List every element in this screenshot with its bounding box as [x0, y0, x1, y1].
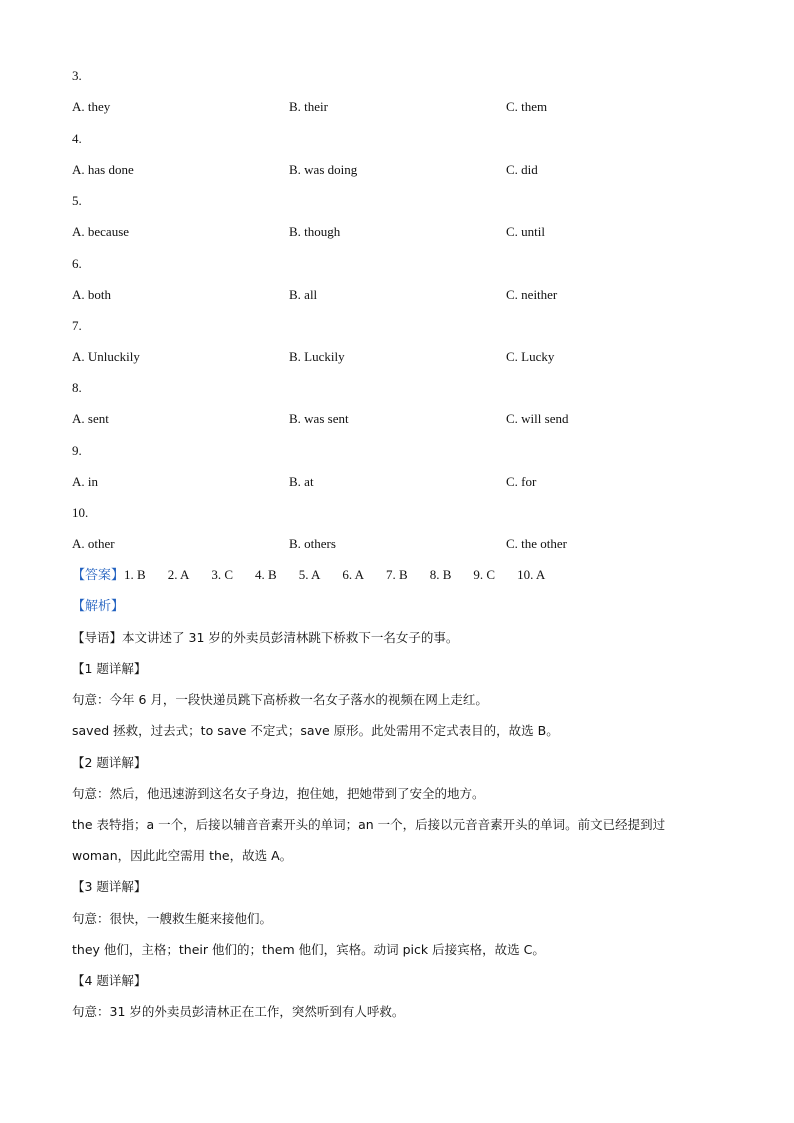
option-c: C. will send — [506, 411, 569, 426]
option-a: A. they — [72, 99, 111, 114]
detail-heading: 【3 题详解】 — [72, 879, 147, 894]
detail-sentence: 句意：很快，一艘救生艇来接他们。 — [72, 911, 273, 926]
detail-explanation: saved 拯救，过去式；to save 不定式；save 原形。此处需用不定式表目的，故选 B。 — [72, 723, 559, 738]
question-number: 3. — [72, 68, 82, 83]
detail-explanation: the 表特指；a 一个，后接以辅音音素开头的单词；an 一个，后接以元音音素开头的单词。前文已经提到过 — [72, 817, 666, 832]
detail-heading: 【1 题详解】 — [72, 661, 147, 676]
option-a: A. has done — [72, 162, 134, 177]
intro-text: 本文讲述了 31 岁的外卖员彭清林跳下桥救下一名女子的事。 — [122, 630, 459, 645]
option-b: B. though — [289, 224, 341, 239]
option-b: B. others — [289, 536, 336, 551]
detail-heading: 【4 题详解】 — [72, 973, 147, 988]
answer-item: 3. C — [211, 567, 234, 582]
option-a: A. sent — [72, 411, 109, 426]
option-a: A. both — [72, 287, 111, 302]
answer-item: 10. A — [517, 567, 546, 582]
answer-item: 6. A — [342, 567, 365, 582]
answer-item: 2. A — [167, 567, 190, 582]
question-number: 5. — [72, 193, 82, 208]
detail-explanation: woman，因此此空需用 the，故选 A。 — [72, 848, 293, 863]
intro-line — [72, 630, 458, 646]
question-number: 4. — [72, 131, 82, 146]
question-number: 6. — [72, 256, 82, 271]
answer-item: 4. B — [255, 567, 277, 582]
option-c: C. the other — [506, 536, 568, 551]
option-b: B. was sent — [289, 411, 349, 426]
option-c: C. neither — [506, 287, 558, 302]
detail-sentence: 句意：然后，他迅速游到这名女子身边，抱住她，把她带到了安全的地方。 — [72, 786, 485, 801]
answer-tag: 【答案】 — [72, 568, 125, 583]
option-b: B. their — [289, 99, 328, 114]
analysis-tag: 【解析】 — [72, 599, 125, 614]
detail-sentence: 句意：31 岁的外卖员彭清林正在工作，突然听到有人呼救。 — [72, 1004, 405, 1019]
answer-item: 8. B — [429, 567, 452, 582]
answer-item: 7. B — [386, 567, 408, 582]
option-c: C. did — [506, 162, 538, 177]
detail-heading: 【2 题详解】 — [72, 755, 147, 770]
question-number: 7. — [72, 318, 82, 333]
option-a: A. in — [72, 474, 98, 489]
option-b: B. all — [289, 287, 318, 302]
question-number: 10. — [72, 505, 89, 520]
answer-item: 1. B — [124, 567, 146, 582]
option-c: C. until — [506, 224, 546, 239]
option-a: A. because — [72, 224, 130, 239]
question-number: 8. — [72, 380, 82, 395]
answer-item: 5. A — [298, 567, 321, 582]
option-a: A. Unluckily — [72, 349, 140, 364]
option-c: C. them — [506, 99, 548, 114]
option-b: B. Luckily — [289, 349, 345, 364]
option-b: B. was doing — [289, 162, 358, 177]
question-number: 9. — [72, 443, 82, 458]
option-c: C. for — [506, 474, 537, 489]
intro-tag: 【导语】 — [72, 630, 123, 645]
option-c: C. Lucky — [506, 349, 555, 364]
detail-sentence: 句意：今年 6 月，一段快递员跳下高桥救一名女子落水的视频在网上走红。 — [72, 692, 488, 707]
answer-item: 9. C — [473, 567, 496, 582]
detail-explanation: they 他们，主格；their 他们的；them 他们，宾格。动词 pick 后接宾格，故选 C。 — [72, 942, 545, 957]
answer-line — [72, 567, 567, 584]
option-a: A. other — [72, 536, 115, 551]
option-b: B. at — [289, 474, 314, 489]
